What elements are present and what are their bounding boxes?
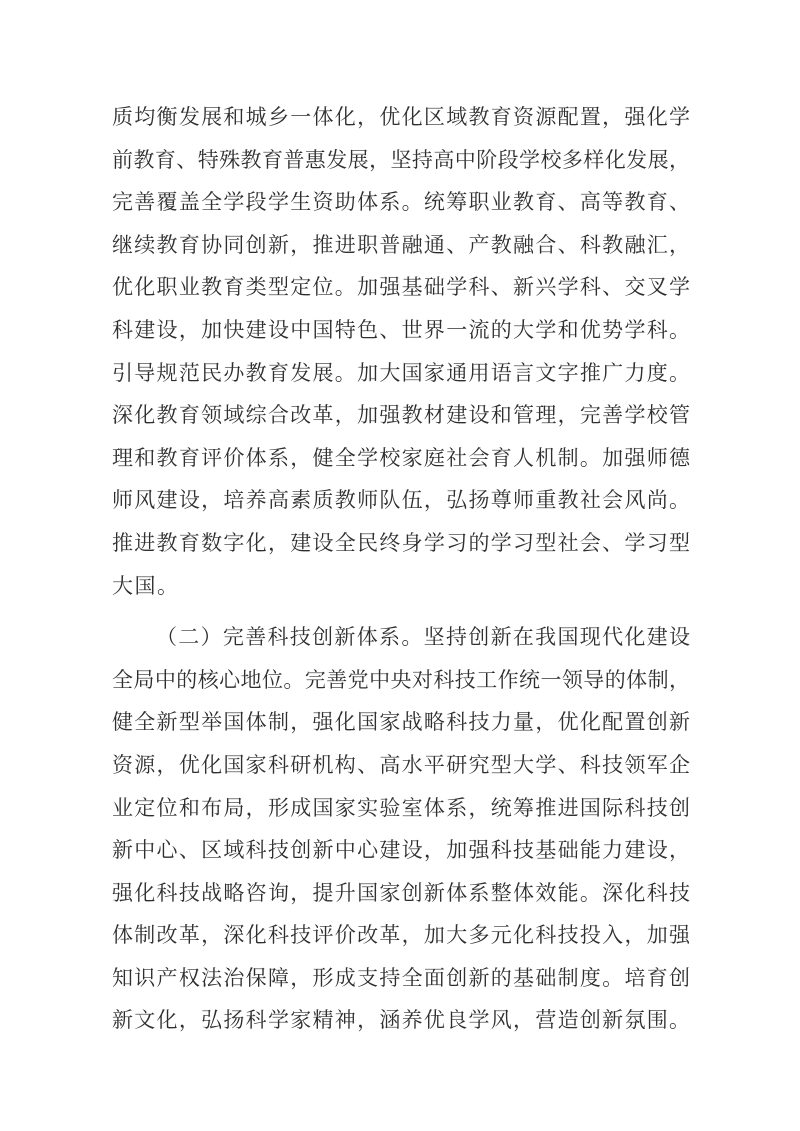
text-line: 质均衡发展和城乡一体化，优化区域教育资源配置，强化学 xyxy=(112,105,690,129)
text-line: 师风建设，培养高素质教师队伍，弘扬尊师重教社会风尚。 xyxy=(112,488,690,513)
text-line: 科建设，加快建设中国特色、世界一流的大学和优势学科。 xyxy=(112,317,690,342)
text-line: 深化教育领域综合改革，加强教材建设和管理，完善学校管 xyxy=(112,403,690,428)
text-line: 全局中的核心地位。完善党中央对科技工作统一领导的体制， xyxy=(112,667,690,692)
text-line: 推进教育数字化，建设全民终身学习的学习型社会、学习型 xyxy=(112,530,690,555)
text-line: 资源，优化国家科研机构、高水平研究型大学、科技领军企 xyxy=(112,752,690,777)
paragraph-education-continued xyxy=(112,96,690,607)
text-line: 业定位和布局，形成国家实验室体系，统筹推进国际科技创 xyxy=(112,795,690,820)
text-line: 理和教育评价体系，健全学校家庭社会育人机制。加强师德 xyxy=(112,445,690,470)
text-line: 新中心、区域科技创新中心建设，加强科技基础能力建设， xyxy=(112,838,690,863)
text-line: 新文化，弘扬科学家精神，涵养优良学风，营造创新氛围。 xyxy=(112,1008,690,1033)
text-line: 体制改革，深化科技评价改革，加大多元化科技投入，加强 xyxy=(112,923,690,948)
text-line: 健全新型举国体制，强化国家战略科技力量，优化配置创新 xyxy=(112,710,690,735)
paragraph-science-innovation xyxy=(112,616,690,1042)
section-heading-line: （二）完善科技创新体系。坚持创新在我国现代化建设 xyxy=(156,625,690,650)
text-line: 强化科技战略咨询，提升国家创新体系整体效能。深化科技 xyxy=(112,880,690,905)
text-line: 引导规范民办教育发展。加大国家通用语言文字推广力度。 xyxy=(112,360,690,385)
text-line: 大国。 xyxy=(112,573,180,598)
text-line: 完善覆盖全学段学生资助体系。统筹职业教育、高等教育、 xyxy=(112,190,690,215)
text-line: 继续教育协同创新，推进职普融通、产教融合、科教融汇， xyxy=(112,232,690,257)
text-line: 前教育、特殊教育普惠发展，坚持高中阶段学校多样化发展， xyxy=(112,147,690,172)
text-line: 知识产权法治保障，形成支持全面创新的基础制度。培育创 xyxy=(112,965,690,990)
document-text-block xyxy=(112,96,690,1042)
text-line: 优化职业教育类型定位。加强基础学科、新兴学科、交叉学 xyxy=(112,275,690,300)
